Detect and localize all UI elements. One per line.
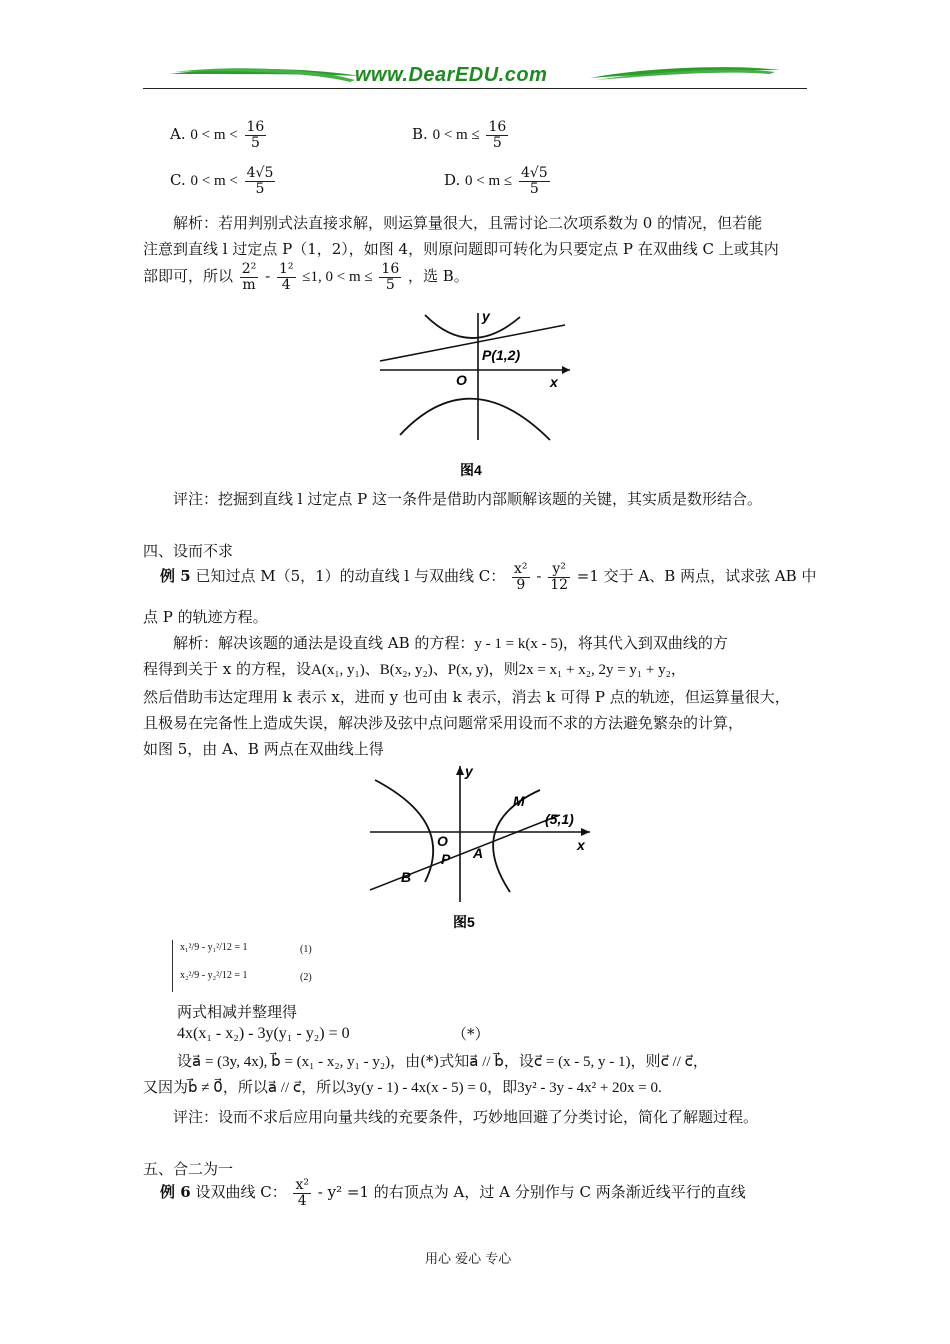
equation-1: x₁²/9 - y₁²/12 = 1 (180, 942, 248, 953)
solution-4-line1: 解析：若用判别式法直接求解，则运算量很大，且需讨论二次项系数为 0 的情况，但若能 (173, 214, 763, 232)
chord-line (370, 815, 560, 890)
equation-1-number: (1) (300, 944, 312, 955)
equation-2: x₂²/9 - y₂²/12 = 1 (180, 970, 248, 981)
line-l (380, 325, 565, 361)
vector-line2: 又因为b⃗ ≠ 0⃗，所以a⃗ // c⃗，所以3y(y - 1) - 4x(x - 5) = 0，即3y² - 3y - 4x² + 20x = 0. (143, 1078, 662, 1096)
fig5-a-label: A (473, 845, 484, 861)
fig4-o-label: O (456, 372, 467, 388)
subtract-equation: 4x(x₁ - x₂) - 3y(y₁ - y₂) = 0 (177, 1025, 350, 1042)
option-a: A. 0 < m < $\frac{16}{5}$ (170, 119, 265, 151)
fig4-p-label: P(1,2) (482, 347, 521, 363)
figure-4 (370, 305, 580, 480)
vector-line1: 设a⃗ = (3y, 4x), b⃗ = (x₁ - x₂, y₁ - y₂)，由(*)式知a⃗ // b⃗，设c⃗ = (x - 5, y - 1)，则c⃗ // c⃗， (177, 1052, 708, 1070)
lower-branch (400, 399, 550, 440)
fig5-caption: 图5 (453, 914, 475, 930)
option-b: B. 0 < m ≤ $\frac{16}{5}$ (412, 119, 507, 151)
fig5-b-label: B (401, 869, 412, 885)
example-6-line1: 例 6 设双曲线 C： $\frac{\text{x²}}{4}$ - y² =1 的右顶点为 A，过 A 分别作与 C 两条渐近线平行的直线 (160, 1177, 746, 1209)
equation-star: （*） (452, 1025, 490, 1043)
solution-5-line3: 然后借助韦达定理用 k 表示 x，进而 y 也可由 k 表示，消去 k 可得 P 点的轨迹，但运算量很大， (143, 688, 790, 706)
fig5-y-label: y (465, 763, 473, 779)
fig4-y-label: y (482, 308, 490, 324)
solution-5-line2: 程得到关于 x 的方程，设A(x₁, y₁)、B(x₂, y₂)、P(x, y)，则2x = x₁ + x₂, 2y = y₁ + y₂， (143, 660, 686, 678)
example-5-line2: 点 P 的轨迹方程。 (143, 608, 268, 626)
upper-branch (425, 315, 520, 338)
equation-system-brace (172, 940, 173, 992)
solution-5-line1: 解析：解决该题的通法是设直线 AB 的方程：y - 1 = k(x - 5)，将其代入到双曲线的方 (173, 634, 728, 652)
subtract-text: 两式相减并整理得 (177, 1003, 298, 1021)
figure-5 (365, 762, 605, 937)
option-c: C. 0 < m < $\frac{4√5}{5}$ (170, 165, 274, 197)
fig5-point-label: (5,1) (545, 811, 574, 827)
fig5-m-label: M (513, 793, 525, 809)
section-4-heading: 四、设而不求 (143, 542, 234, 560)
solution-5-line4: 且极易在完备性上造成失误，解决涉及弦中点问题常采用设而不求的方法避免繁杂的计算， (143, 714, 744, 732)
solution-4-line2: 注意到直线 l 过定点 P（1，2），如图 4，则原问题即可转化为只要定点 P 在双曲线 C 上或其内 (143, 240, 779, 258)
example-5-line1: 例 5 已知过点 M（5，1）的动直线 l 与双曲线 C： $\frac{\text{x²}}{9}$ - $\frac{\text{y²}}{12}$ =1 交于 A、B 两点，试求弦 AB 中 (160, 561, 817, 593)
page-footer: 用心 爱心 专心 (425, 1252, 512, 1267)
left-branch (375, 780, 433, 882)
option-d: D. 0 < m ≤ $\frac{4√5}{5}$ (444, 165, 548, 197)
solution-5-line5: 如图 5，由 A、B 两点在双曲线上得 (143, 740, 384, 758)
fig4-x-label: x (550, 374, 558, 390)
comment-5: 评注：设而不求后应用向量共线的充要条件，巧妙地回避了分类讨论，简化了解题过程。 (173, 1108, 759, 1126)
fig4-caption: 图4 (460, 462, 482, 478)
header-rule (143, 88, 807, 89)
solution-4-line3: 部即可，所以 $\frac{\text{2²}}{m}$ - $\frac{\text{1²}}{4}$ ≤1, 0 < m ≤ $\frac{16}{5}$ ，选 B。 (143, 261, 469, 293)
equation-2-number: (2) (300, 972, 312, 983)
comment-4: 评注：挖掘到直线 l 过定点 P 这一条件是借助内部顺解该题的关键，其实质是数形结合。 (173, 490, 762, 508)
fig5-o-label: O (437, 833, 448, 849)
section-5-heading: 五、合二为一 (143, 1160, 234, 1178)
site-logo: www.DearEDU.com (355, 64, 548, 86)
fig5-p-label: P (441, 851, 451, 867)
fig5-x-label: x (577, 837, 585, 853)
